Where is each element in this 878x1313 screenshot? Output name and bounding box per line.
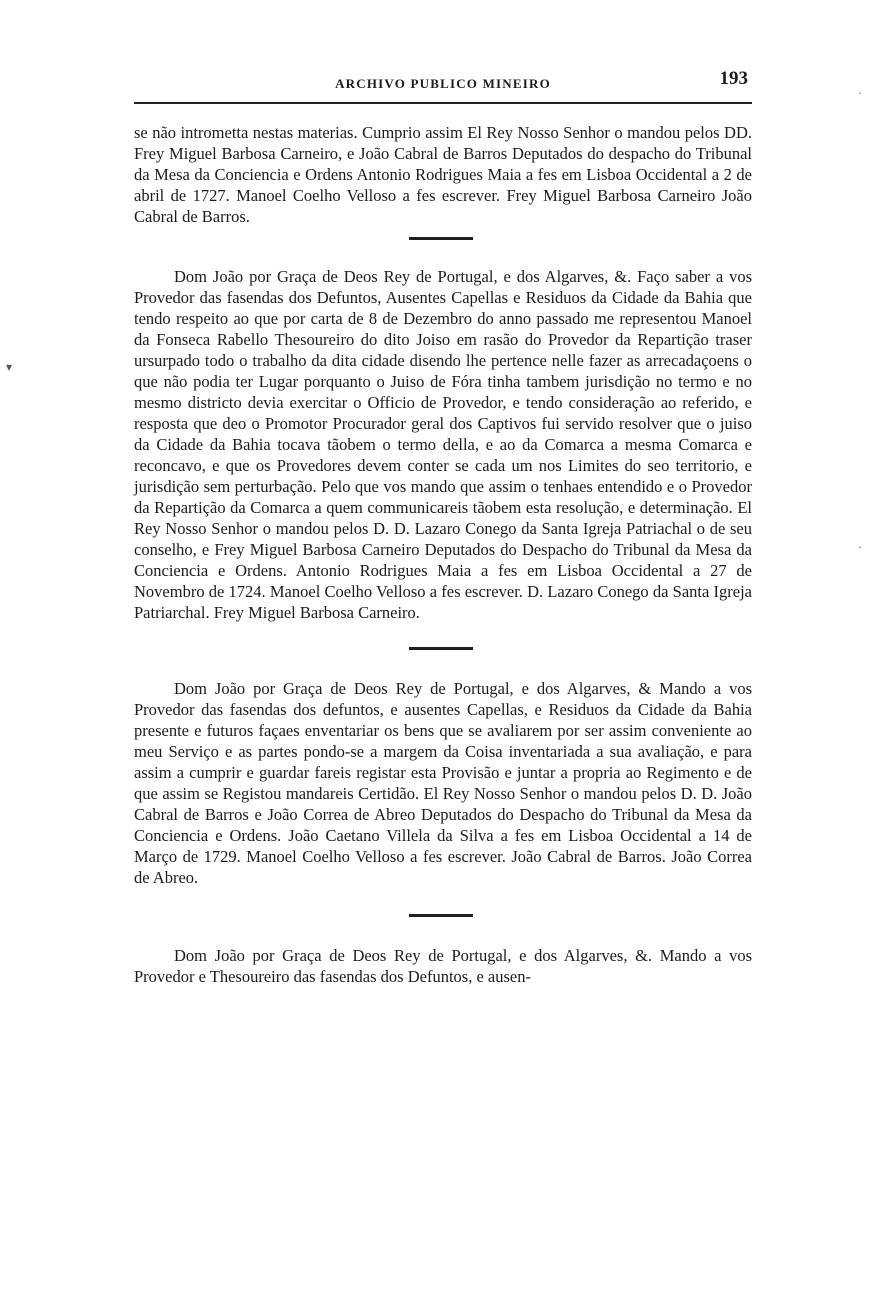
header-rule xyxy=(134,102,752,104)
page-header xyxy=(134,66,752,106)
margin-mark: ▾ xyxy=(6,360,13,374)
margin-mark: · xyxy=(858,540,862,554)
body-text xyxy=(134,122,752,987)
section-divider xyxy=(409,647,473,650)
section-divider xyxy=(409,237,473,240)
running-title: ARCHIVO PUBLICO MINEIRO xyxy=(335,76,551,91)
section-divider xyxy=(409,914,473,917)
paragraph-provision-1729: Dom João por Graça de Deos Rey de Portugal, e dos Algarves, & Mando a vos Provedor das fasendas dos defuntos, e ausentes Capellas, e Residuos da Cidade da Bahia presente e futuros façaes enventariar os bens que se avaliarem por ser assim conveniente ao meu Serviço e as partes pondo-se a margem da Coisa inventariada a sua avaliação, e para assim a cumprir e guardar fareis registar esta Provisão e juntar a propria ao Regimento e de que assim se Registou mandareis Certidão. El Rey Nosso Senhor o mandou pelos D. D. João Cabral de Barros e João Correa de Abreo Deputados do Despacho do Tribunal da Mesa da Conciencia e Ordens. João Caetano Villela da Silva a fes em Lisboa Occidental a 14 de Março de 1729. Manoel Coelho Velloso a fes escrever. João Cabral de Barros. João Correa de Abreo. xyxy=(134,679,752,887)
page-number: 193 xyxy=(719,68,748,89)
paragraph-continuation: se não intrometta nestas materias. Cumprio assim El Rey Nosso Senhor o mandou pelos DD. Frey Miguel Barbosa Carneiro, e João Cabral de Barros Deputados do despacho do Tribunal da Mesa da Conciencia e Ordens Antonio Rodrigues Maia a fes em Lisboa Occidental a 2 de abril de 1727. Manoel Coelho Velloso a fes escrever. Frey Miguel Barbosa Carneiro João Cabral de Barros. xyxy=(134,123,752,226)
paragraph-provision-1724: Dom João por Graça de Deos Rey de Portugal, e dos Algarves, &. Faço saber a vos Provedor das fasendas dos Defuntos, Ausentes Capellas e Residuos da Cidade da Bahia que tendo respeito ao que por carta de 8 de Dezembro do anno passado me representou Manoel da Fonseca Rabello Thesoureiro do dito Joiso em rasão do Provedor da Repartição traser ursurpado todo o trabalho da dita cidade disendo lhe pertence nelle fazer as arrecadaçoens o que não podia ter Lugar porquanto o Juiso de Fóra tinha tambem jurisdição no termo e no mesmo districto devia exercitar o Officio de Provedor, e tendo consideração ao referido, e resposta que deo o Promotor Procurador geral dos Captivos fui servido resolver que o juiso da Cidade da Bahia tocava tãobem o termo della, e ao da Comarca a mesma Comarca e reconcavo, e que os Provedores devem conter se cada um nos Limites do seo territorio, e jurisdição sem perturbação. Pelo que vos mando que assim o tenhaes entendido e o Provedor da Repartição da Comarca a quem communicareis tãobem esta resolução, e determinação. El Rey Nosso Senhor o mandou pelos D. D. Lazaro Conego da Santa Igreja Patriachal o de seu conselho, e Frey Miguel Barbosa Carneiro Deputados do Despacho do Tribunal da Mesa da Conciencia e Ordens. Antonio Rodrigues Maia a fes em Lisboa Occidental a 27 de Novembro de 1724. Manoel Coelho Velloso a fes escrever. D. Lazaro Conego da Santa Igreja Patriarchal. Frey Miguel Barbosa Carneiro. xyxy=(134,267,752,622)
paragraph-provision-next: Dom João por Graça de Deos Rey de Portugal, e dos Algarves, &. Mando a vos Provedor e Thesoureiro das fasendas dos Defuntos, e ausen- xyxy=(134,946,752,986)
margin-mark: · xyxy=(858,86,862,100)
